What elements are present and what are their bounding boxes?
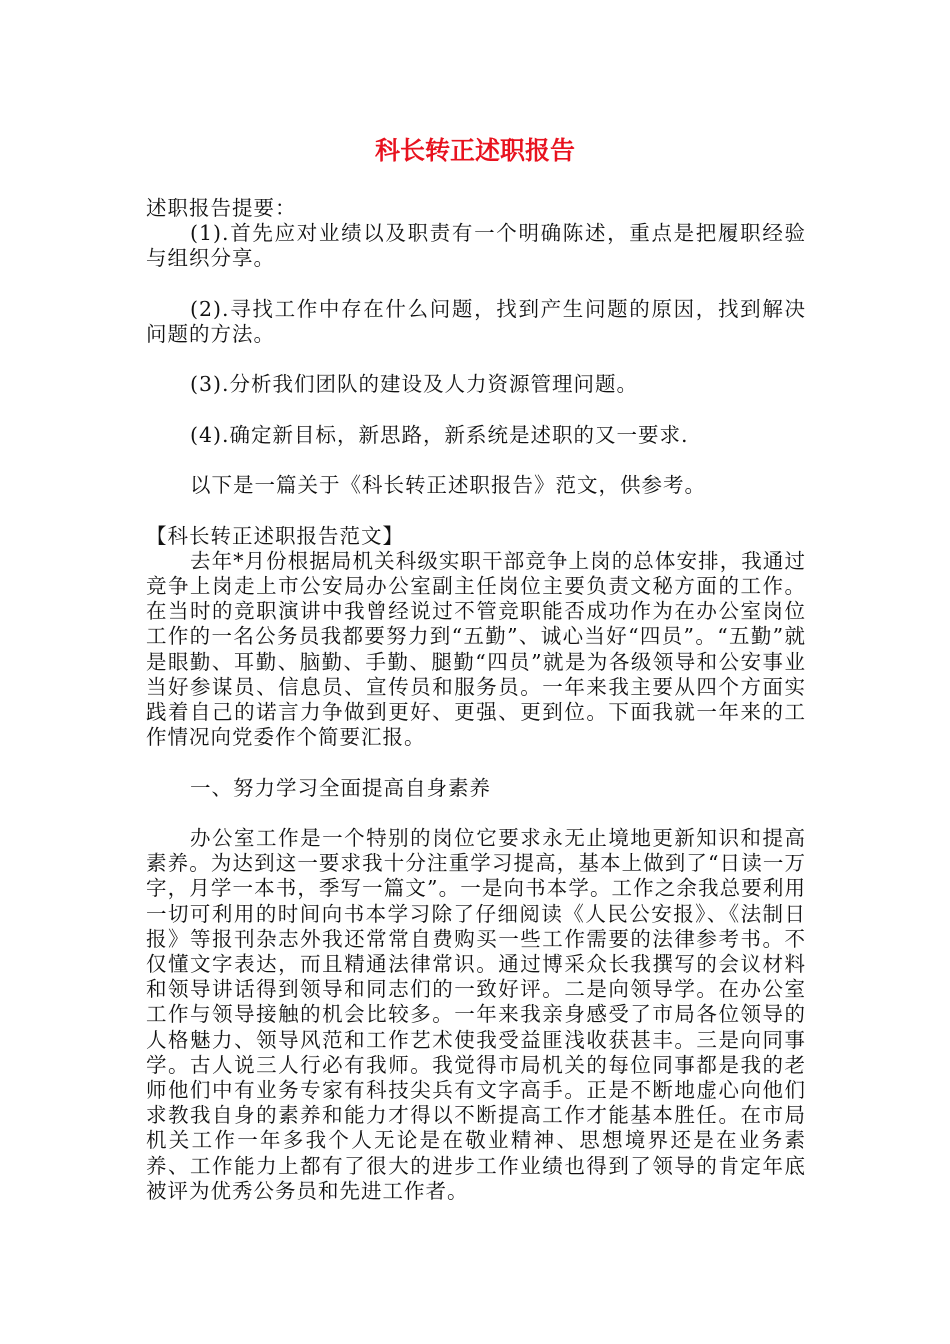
document-body: [146, 196, 806, 1204]
summary-item-4: (4).确定新目标，新思路，新系统是述职的又一要求.: [190, 422, 689, 447]
summary-item-2: (2).寻找工作中存在什么问题，找到产生问题的原因，找到解决问题的方法。: [146, 296, 806, 346]
summary-item-1: (1).首先应对业绩以及职责有一个明确陈述，重点是把履职经验与组织分享。: [146, 221, 806, 271]
summary-heading: 述职报告提要：: [146, 196, 297, 220]
body-paragraph-2: 办公室工作是一个特别的岗位它要求永无止境地更新知识和提高素养。为达到这一要求我十分注重学习提高，基本上做到了“日读一万字，月学一本书，季写一篇文”。一是向书本学。工作之余我总要利用一切可利用的时间向书本学习除了仔细阅读《人民公安报》、《法制日报》等报刊杂志外我还常常自费购买一些工作需要的法律参考书。不仅懂文字表达，而且精通法律常识。通过博采众长我撰写的会议材料和领导讲话得到领导和同志们的一致好评。二是向领导学。在办公室工作与领导接触的机会比较多。一年来我亲身感受了市局各位领导的人格魅力、领导风范和工作艺术使我受益匪浅收获甚丰。三是向同事学。古人说三人行必有我师。我觉得市局机关的每位同事都是我的老师他们中有业务专家有科技尖兵有文字高手。正是不断地虚心向他们求教我自身的素养和能力才得以不断提高工作才能基本胜任。在市局机关工作一年多我个人无论是在敬业精神、思想境界还是在业务素养、工作能力上都有了很大的进步工作业绩也得到了领导的肯定年底被评为优秀公务员和先进工作者。: [146, 825, 806, 1203]
sample-heading: 【科长转正述职报告范文】: [146, 523, 404, 548]
document-title: 科长转正述职报告: [374, 136, 575, 165]
section-heading-1: 一、努力学习全面提高自身素养: [190, 775, 491, 800]
summary-item-3: (3).分析我们团队的建设及人力资源管理问题。: [190, 372, 639, 397]
body-paragraph-1: 去年*月份根据局机关科级实职干部竞争上岗的总体安排，我通过竞争上岗走上市公安局办公室副主任岗位主要负责文秘方面的工作。在当时的竞职演讲中我曾经说过不管竞职能否成功作为在办公室岗位工作的一名公务员我都要努力到“五勤”、诚心当好“四员”。“五勤”就是眼勤、耳勤、脑勤、手勤、腿勤“四员”就是为各级领导和公安事业当好参谋员、信息员、宣传员和服务员。一年来我主要从四个方面实践着自己的诺言力争做到更好、更强、更到位。下面我就一年来的工作情况向党委作个简要汇报。: [146, 548, 806, 750]
intro-paragraph: 以下是一篇关于《科长转正述职报告》范文，供参考。: [190, 473, 706, 498]
